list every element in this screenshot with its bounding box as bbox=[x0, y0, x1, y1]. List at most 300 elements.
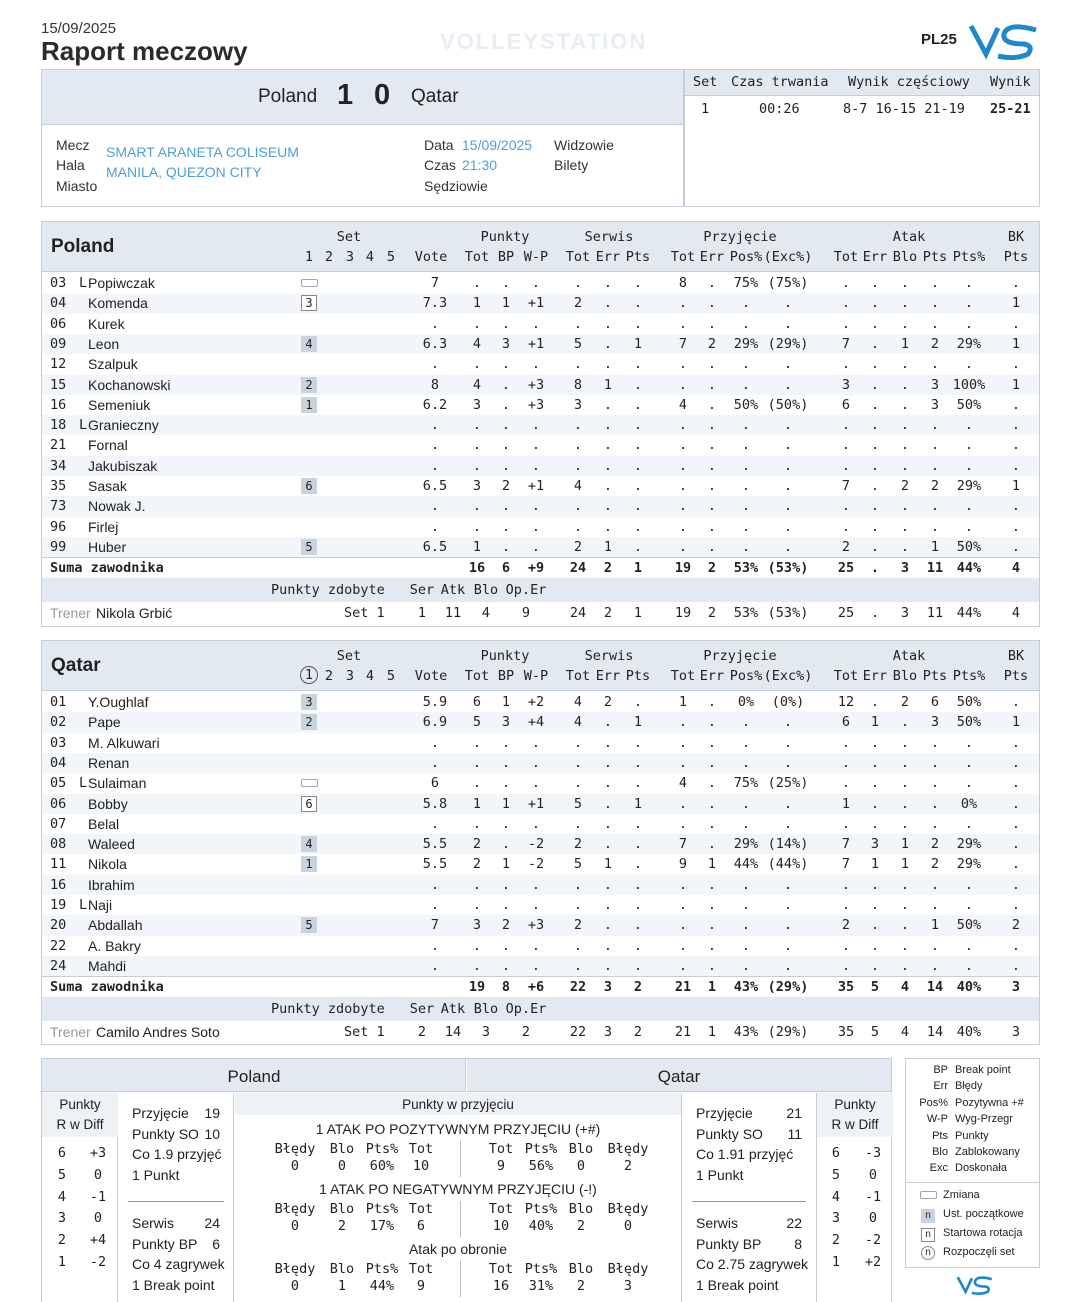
stat-cell: . bbox=[707, 937, 717, 954]
stat-cell: . bbox=[1011, 457, 1021, 474]
starting-rotation-badge: 2 bbox=[301, 714, 317, 730]
match-date: 15/09/2025 bbox=[462, 137, 533, 153]
stat-cell: . bbox=[573, 876, 583, 893]
stat-cell: (50%) bbox=[767, 396, 809, 413]
stat-cell: . bbox=[603, 335, 613, 352]
stat-cell: . bbox=[573, 437, 583, 454]
player-row bbox=[42, 354, 1039, 374]
stat-cell: . bbox=[501, 897, 511, 913]
col-sub-tot: Tot bbox=[464, 668, 490, 684]
coach-stat: 19 bbox=[674, 605, 692, 622]
stat-cell: . bbox=[633, 315, 643, 332]
stat-cell: . bbox=[531, 538, 541, 555]
total-cell: +6 bbox=[527, 979, 545, 996]
vs-logo-icon bbox=[968, 20, 1040, 66]
stat-cell: . bbox=[741, 795, 751, 812]
stat-cell: . bbox=[430, 457, 440, 474]
stat-cell: 4 bbox=[678, 775, 688, 792]
stat-cell: . bbox=[870, 876, 880, 893]
rec-left-head: Błędy bbox=[274, 1201, 316, 1217]
stat-cell: . bbox=[1011, 275, 1021, 291]
stat-cell: 1 bbox=[841, 795, 851, 812]
stat-cell: 8 bbox=[573, 376, 583, 393]
total-cell: . bbox=[870, 560, 880, 577]
stat-cell: . bbox=[531, 315, 541, 332]
stat-cell: . bbox=[900, 437, 910, 454]
player-name: Mahdi bbox=[88, 957, 127, 974]
stat-cell: . bbox=[900, 356, 910, 373]
total-cell: 4 bbox=[1011, 560, 1021, 577]
player-name: Sasak bbox=[88, 478, 127, 494]
coach-stat: . bbox=[870, 605, 880, 622]
player-row bbox=[42, 956, 1039, 976]
stat-cell: . bbox=[707, 917, 717, 934]
stat-cell: . bbox=[501, 457, 511, 474]
col-sub-exc: (Exc%) bbox=[763, 249, 813, 265]
stat-cell: . bbox=[741, 417, 751, 434]
home-rotation-diff: -1 bbox=[89, 1188, 107, 1205]
stat-cell: 1 bbox=[501, 694, 511, 710]
player-name: Ibrahim bbox=[88, 876, 135, 893]
stat-cell: . bbox=[783, 376, 793, 393]
col-sub-tot: Tot bbox=[565, 249, 591, 265]
stat-cell: 8 bbox=[430, 376, 440, 393]
rec-right-head: Tot bbox=[488, 1141, 514, 1157]
stat-cell: . bbox=[900, 795, 910, 812]
stat-cell: +3 bbox=[527, 376, 545, 393]
stat-cell: . bbox=[741, 376, 751, 393]
total-cell: 6 bbox=[501, 560, 511, 577]
stat-cell: . bbox=[633, 437, 643, 454]
away-rotation-diff: 0 bbox=[868, 1210, 878, 1227]
col-sub-pos: Pos% bbox=[729, 249, 763, 265]
stat-cell: . bbox=[472, 417, 482, 434]
stat-cell: . bbox=[964, 957, 974, 974]
coach-row bbox=[42, 602, 1039, 624]
col-group-bk: BK bbox=[1007, 648, 1025, 664]
stat-cell: 100% bbox=[952, 376, 986, 393]
coach-stat: 5 bbox=[870, 1024, 880, 1041]
col-sub-pts: Pts% bbox=[952, 668, 986, 684]
rec-left-head: Błędy bbox=[274, 1141, 316, 1157]
points-scored-col: Atk bbox=[440, 1001, 466, 1018]
player-name: Kochanowski bbox=[88, 376, 171, 393]
stat-cell: . bbox=[841, 457, 851, 474]
stat-cell: -2 bbox=[527, 856, 545, 873]
coach-stat: 24 bbox=[569, 605, 587, 622]
stat-cell: . bbox=[1011, 775, 1021, 792]
stat-cell: . bbox=[633, 498, 643, 515]
stat-cell: . bbox=[1011, 957, 1021, 974]
player-number: 04 bbox=[50, 754, 67, 771]
legend-set-start-badge: n bbox=[921, 1246, 935, 1260]
away-rotation-diff: 0 bbox=[868, 1166, 878, 1183]
player-number: 06 bbox=[50, 795, 67, 812]
points-scored-header bbox=[42, 997, 1039, 1021]
stat-cell: . bbox=[900, 957, 910, 974]
col-group-set: Set bbox=[336, 648, 362, 664]
stat-cell: . bbox=[603, 478, 613, 494]
col-set-1: 1 bbox=[304, 249, 314, 265]
total-cell: 35 bbox=[837, 979, 855, 996]
col-sub-tot: Tot bbox=[565, 668, 591, 684]
stat-cell: . bbox=[472, 734, 482, 751]
stat-cell: . bbox=[841, 315, 851, 332]
stat-cell: . bbox=[707, 897, 717, 913]
col-set-4: 4 bbox=[365, 668, 375, 684]
player-number: 18 bbox=[50, 417, 67, 434]
stat-cell: . bbox=[841, 734, 851, 751]
stat-cell: 29% bbox=[956, 836, 982, 853]
coach-label: Trener bbox=[50, 1024, 91, 1041]
stat-cell: . bbox=[633, 538, 643, 555]
stat-cell: . bbox=[964, 518, 974, 535]
team-name: Qatar bbox=[51, 655, 101, 676]
away-rotation-diff: +2 bbox=[864, 1254, 882, 1270]
stat-cell: 2 bbox=[841, 538, 851, 555]
stat-cell: . bbox=[930, 295, 940, 312]
stat-cell: . bbox=[930, 417, 940, 434]
col-sub-pts: Pts bbox=[1003, 668, 1029, 684]
starting-rotation-badge: 1 bbox=[301, 856, 317, 872]
total-cell: 1 bbox=[707, 979, 717, 996]
player-number: 16 bbox=[50, 876, 67, 893]
stat-cell: 1 bbox=[633, 714, 643, 731]
rec-right-val: 56% bbox=[528, 1158, 554, 1174]
player-name: Huber bbox=[88, 538, 127, 555]
coach-name: Nikola Grbić bbox=[96, 605, 173, 622]
stat-cell: . bbox=[841, 417, 851, 434]
stat-cell: . bbox=[633, 478, 643, 494]
stat-cell: 1 bbox=[900, 335, 910, 352]
stat-cell: +1 bbox=[527, 295, 545, 312]
stat-cell: 5.8 bbox=[422, 795, 448, 812]
stat-cell: +3 bbox=[527, 917, 545, 934]
rec-right-head: Pts% bbox=[524, 1201, 558, 1217]
stat-cell: . bbox=[741, 356, 751, 373]
stat-cell: . bbox=[531, 437, 541, 454]
stat-cell: . bbox=[930, 498, 940, 515]
stat-cell: . bbox=[707, 957, 717, 974]
home-rot-subtitle: R w Diff bbox=[56, 1117, 104, 1132]
player-row bbox=[42, 476, 1039, 496]
stat-cell: . bbox=[603, 957, 613, 974]
legend-abbr: Err bbox=[933, 1080, 948, 1093]
stat-cell: . bbox=[964, 937, 974, 954]
stat-cell: . bbox=[870, 335, 880, 352]
stat-cell: . bbox=[870, 518, 880, 535]
stat-cell: . bbox=[472, 356, 482, 373]
stat-cell: . bbox=[633, 356, 643, 373]
stat-cell: 1 bbox=[603, 376, 613, 393]
player-row bbox=[42, 753, 1039, 773]
rec-left-val: 2 bbox=[337, 1218, 347, 1234]
stat-cell: . bbox=[603, 937, 613, 954]
stat-cell: 2 bbox=[707, 335, 717, 352]
stat-cell: . bbox=[472, 518, 482, 535]
stat-cell: 3 bbox=[930, 714, 940, 731]
stat-cell: . bbox=[964, 417, 974, 434]
total-cell: 24 bbox=[569, 560, 587, 577]
stat-cell: 7 bbox=[841, 856, 851, 873]
stat-cell: . bbox=[1011, 734, 1021, 751]
stat-cell: . bbox=[531, 275, 541, 291]
substitution-icon bbox=[920, 1191, 937, 1199]
player-number: 11 bbox=[50, 856, 67, 873]
coach-stat: 14 bbox=[444, 1024, 462, 1041]
stat-cell: . bbox=[678, 714, 688, 731]
col-sub-pts: Pts bbox=[922, 249, 948, 265]
rec-left-val: 60% bbox=[369, 1158, 395, 1174]
stat-cell: . bbox=[501, 538, 511, 555]
coach-stat: 2 bbox=[521, 1024, 531, 1041]
away-break-point: 1 Break point bbox=[696, 1277, 779, 1293]
col-group-punkty: Punkty bbox=[480, 648, 530, 664]
label-data: Data bbox=[424, 137, 454, 153]
points-scored-col: Blo bbox=[473, 1001, 499, 1018]
rec-left-val: 0 bbox=[290, 1158, 300, 1174]
stat-cell: . bbox=[930, 957, 940, 974]
page-title: Raport meczowy bbox=[41, 36, 248, 66]
stat-cell: . bbox=[603, 815, 613, 832]
player-row bbox=[42, 895, 1039, 915]
stat-cell: . bbox=[678, 295, 688, 312]
stat-cell: . bbox=[573, 417, 583, 434]
total-cell: 44% bbox=[956, 560, 982, 577]
stat-cell: . bbox=[930, 775, 940, 792]
stat-cell: 1 bbox=[1011, 478, 1021, 494]
stat-cell: . bbox=[430, 498, 440, 515]
stat-cell: . bbox=[900, 457, 910, 474]
rec-right-head: Blo bbox=[568, 1141, 594, 1157]
stat-cell: . bbox=[783, 714, 793, 731]
stat-cell: . bbox=[1011, 356, 1021, 373]
stat-cell: 1 bbox=[930, 917, 940, 934]
stat-cell: . bbox=[472, 897, 482, 913]
home-bp-value: 6 bbox=[212, 1236, 220, 1252]
stat-cell: . bbox=[501, 815, 511, 832]
stat-cell: . bbox=[472, 754, 482, 771]
col-sub-exc: (Exc%) bbox=[763, 668, 813, 684]
rec-right-head: Pts% bbox=[524, 1261, 558, 1277]
stat-cell: . bbox=[741, 518, 751, 535]
stat-cell: 75% bbox=[733, 775, 759, 792]
stat-cell: . bbox=[707, 795, 717, 812]
stat-cell: 1 bbox=[1011, 376, 1021, 393]
stat-cell: . bbox=[930, 356, 940, 373]
stat-cell: . bbox=[472, 815, 482, 832]
stat-cell: 29% bbox=[733, 836, 759, 853]
stat-cell: . bbox=[501, 396, 511, 413]
legend-symbol-desc: Rozpoczęli set bbox=[943, 1246, 1015, 1258]
stat-cell: . bbox=[1011, 937, 1021, 954]
rec-right-val: 2 bbox=[576, 1278, 586, 1294]
starting-rotation-badge: 3 bbox=[301, 694, 317, 710]
set-partial-scores: 8-7 16-15 21-19 bbox=[843, 101, 965, 117]
summary-away-team: Qatar bbox=[657, 1067, 701, 1086]
coach-stat: 1 bbox=[707, 1024, 717, 1041]
stat-cell: 7 bbox=[430, 275, 440, 291]
stat-cell: 6 bbox=[841, 714, 851, 731]
away-rot-title: Punkty bbox=[834, 1097, 876, 1112]
label-mecz: Mecz bbox=[56, 137, 90, 153]
stat-cell: . bbox=[1011, 815, 1021, 832]
away-rotation-number: 5 bbox=[831, 1166, 841, 1183]
legend-abbr: BP bbox=[933, 1064, 948, 1076]
player-name: Leon bbox=[88, 335, 120, 352]
stat-cell: 3 bbox=[841, 376, 851, 393]
player-row bbox=[42, 496, 1039, 516]
stat-cell: . bbox=[501, 836, 511, 853]
player-name: Renan bbox=[88, 754, 130, 771]
stat-cell: (25%) bbox=[767, 775, 809, 792]
stat-cell: . bbox=[870, 356, 880, 373]
stat-cell: . bbox=[964, 356, 974, 373]
player-number: 99 bbox=[50, 538, 67, 555]
stat-cell: . bbox=[678, 815, 688, 832]
stat-cell: 7 bbox=[678, 335, 688, 352]
stat-cell: . bbox=[633, 876, 643, 893]
stat-cell: . bbox=[430, 937, 440, 954]
stat-cell: 50% bbox=[733, 396, 759, 413]
stat-cell: . bbox=[783, 957, 793, 974]
stat-cell: . bbox=[573, 275, 583, 291]
stat-cell: . bbox=[603, 437, 613, 454]
player-name: Kurek bbox=[88, 315, 125, 332]
home-rotation-number: 1 bbox=[57, 1254, 67, 1270]
stat-cell: . bbox=[472, 315, 482, 332]
stat-cell: . bbox=[501, 315, 511, 332]
stat-cell: . bbox=[783, 498, 793, 515]
stat-cell: 2 bbox=[472, 836, 482, 853]
rec-left-head: Blo bbox=[329, 1201, 355, 1217]
coach-stat: 11 bbox=[926, 605, 944, 622]
stat-cell: . bbox=[783, 538, 793, 555]
stat-cell: 4 bbox=[573, 694, 583, 710]
total-cell: 21 bbox=[674, 979, 692, 996]
stat-cell: . bbox=[531, 775, 541, 792]
col-group-atak: Atak bbox=[892, 229, 926, 245]
stat-cell: . bbox=[707, 754, 717, 771]
stat-cell: . bbox=[603, 795, 613, 812]
rec-left-val: 0 bbox=[290, 1218, 300, 1234]
coach-stat: 53% bbox=[733, 605, 759, 622]
col-set-2: 2 bbox=[324, 668, 334, 684]
player-name: Nowak J. bbox=[88, 498, 146, 515]
legend-desc: Break point bbox=[955, 1064, 1011, 1076]
stat-cell: 5.5 bbox=[422, 856, 448, 873]
stat-cell: . bbox=[472, 876, 482, 893]
legend-abbr: W-P bbox=[926, 1113, 948, 1126]
player-row bbox=[42, 314, 1039, 334]
player-row bbox=[42, 834, 1039, 854]
stat-cell: . bbox=[900, 396, 910, 413]
stat-cell: 29% bbox=[733, 335, 759, 352]
stat-cell: 2 bbox=[900, 478, 910, 494]
stat-cell: . bbox=[633, 917, 643, 934]
stat-cell: . bbox=[603, 714, 613, 731]
legend-abbr: Pos% bbox=[919, 1096, 948, 1109]
col-sub-wp: W-P bbox=[523, 668, 549, 684]
stat-cell: 5 bbox=[472, 714, 482, 731]
coach-stat: 2 bbox=[603, 605, 613, 622]
stat-cell: 7 bbox=[678, 836, 688, 853]
stat-cell: . bbox=[783, 315, 793, 332]
home-reception-ratio: Co 1.9 przyjęć bbox=[132, 1146, 222, 1162]
stat-cell: . bbox=[930, 815, 940, 832]
team-name: Poland bbox=[51, 236, 115, 257]
starting-rotation-badge: 1 bbox=[301, 397, 317, 413]
stat-cell: . bbox=[964, 275, 974, 291]
stat-cell: . bbox=[741, 538, 751, 555]
col-sub-pts: Pts bbox=[1003, 249, 1029, 265]
rec-right-val: 31% bbox=[528, 1278, 554, 1294]
away-reception-point: 1 Punkt bbox=[696, 1167, 744, 1183]
stat-cell: . bbox=[430, 957, 440, 974]
legend-panel bbox=[905, 1058, 1040, 1268]
rec-right-val: 10 bbox=[492, 1218, 510, 1234]
player-number: 15 bbox=[50, 376, 67, 393]
stat-cell: . bbox=[501, 754, 511, 771]
rec-left-val: 44% bbox=[369, 1278, 395, 1294]
total-cell: 25 bbox=[837, 560, 855, 577]
stat-cell: . bbox=[783, 754, 793, 771]
stat-cell: . bbox=[900, 734, 910, 751]
stat-cell: 6 bbox=[930, 694, 940, 710]
rec-left-val: 6 bbox=[416, 1218, 426, 1234]
stat-cell: . bbox=[900, 754, 910, 771]
stat-cell: . bbox=[870, 457, 880, 474]
player-number: 19 bbox=[50, 897, 67, 913]
player-number: 03 bbox=[50, 275, 67, 291]
stat-cell: . bbox=[870, 417, 880, 434]
stat-cell: 6.3 bbox=[422, 335, 448, 352]
total-cell: 3 bbox=[900, 560, 910, 577]
city-name: MANILA, QUEZON CITY bbox=[106, 164, 262, 180]
stat-cell: . bbox=[531, 876, 541, 893]
home-rotation-diff: -2 bbox=[89, 1254, 107, 1270]
stat-cell: . bbox=[1011, 538, 1021, 555]
stat-cell: . bbox=[633, 295, 643, 312]
stat-cell: . bbox=[741, 957, 751, 974]
stat-cell: . bbox=[870, 917, 880, 934]
stat-cell: . bbox=[1011, 417, 1021, 434]
set-result: 25-21 bbox=[990, 101, 1031, 117]
stat-cell: . bbox=[633, 376, 643, 393]
stat-cell: 2 bbox=[573, 917, 583, 934]
stat-cell: . bbox=[783, 937, 793, 954]
stat-cell: . bbox=[707, 417, 717, 434]
stat-cell: . bbox=[900, 275, 910, 291]
stat-cell: . bbox=[430, 876, 440, 893]
stat-cell: . bbox=[741, 815, 751, 832]
stat-cell: 12 bbox=[837, 694, 855, 710]
stat-cell: . bbox=[741, 315, 751, 332]
stat-cell: . bbox=[741, 714, 751, 731]
legend-desc: Wyg-Przegr bbox=[955, 1113, 1013, 1126]
player-number: 73 bbox=[50, 498, 67, 515]
stat-cell: . bbox=[707, 275, 717, 291]
set-scores-panel bbox=[684, 69, 1040, 207]
stat-cell: . bbox=[501, 937, 511, 954]
stat-cell: 2 bbox=[930, 478, 940, 494]
stat-cell: . bbox=[741, 498, 751, 515]
total-cell: 14 bbox=[926, 979, 944, 996]
stat-cell: . bbox=[900, 315, 910, 332]
stat-cell: . bbox=[573, 815, 583, 832]
stat-cell: . bbox=[900, 376, 910, 393]
home-reception-point: 1 Punkt bbox=[132, 1167, 180, 1183]
